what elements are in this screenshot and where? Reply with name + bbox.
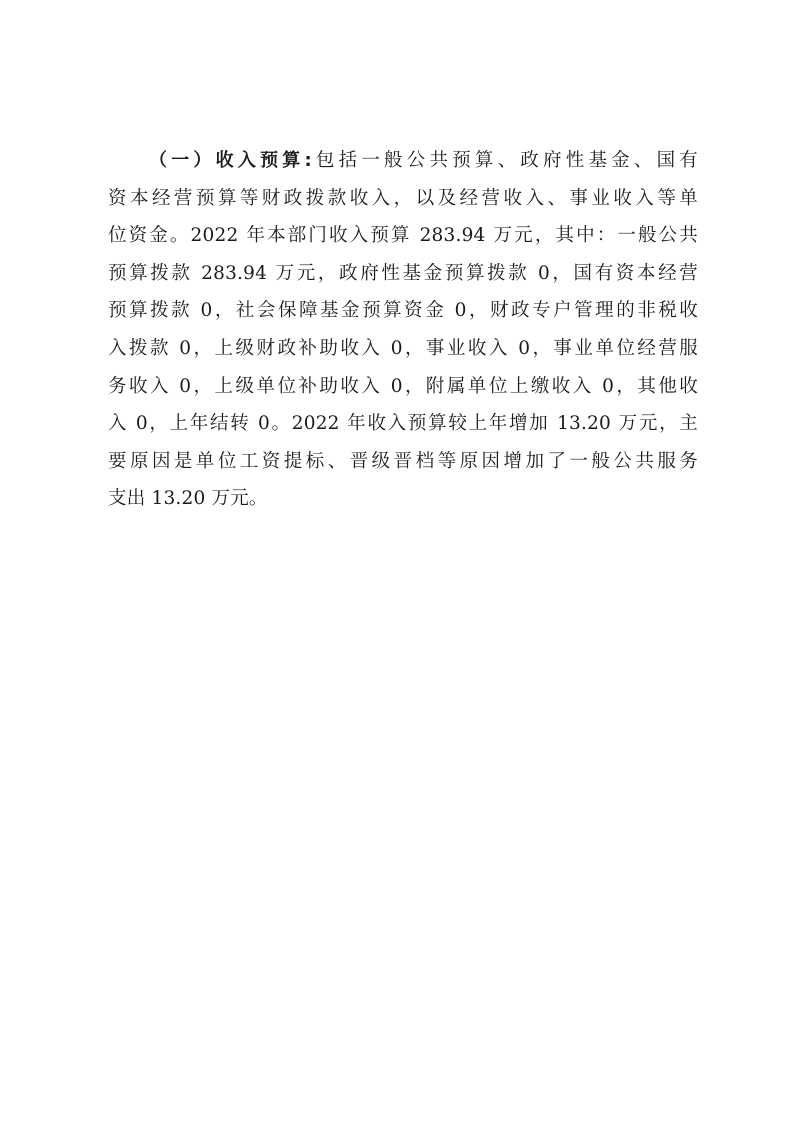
paragraph-line: 务收入 0，上级单位补助收入 0，附属单位上缴收入 0，其他收 <box>108 375 698 397</box>
income-budget-paragraph <box>108 142 698 518</box>
section-heading: （一）收入预算: <box>149 150 312 171</box>
paragraph-line-text: 包括一般公共预算、政府性基金、国有 <box>311 150 698 171</box>
paragraph-line: 支出 13.20 万元。 <box>108 488 268 510</box>
paragraph-line: 位资金。2022 年本部门收入预算 283.94 万元，其中：一般公共 <box>108 225 698 247</box>
paragraph-line: 入 0，上年结转 0。2022 年收入预算较上年增加 13.20 万元，主 <box>108 413 698 435</box>
paragraph-line: 要原因是单位工资提标、晋级晋档等原因增加了一般公共服务 <box>108 450 698 472</box>
paragraph-line: 入拨款 0，上级财政补助收入 0，事业收入 0，事业单位经营服 <box>108 337 698 359</box>
paragraph-line: 预算拨款 283.94 万元，政府性基金预算拨款 0，国有资本经营 <box>108 262 698 284</box>
paragraph-line: 预算拨款 0，社会保障基金预算资金 0，财政专户管理的非税收 <box>108 300 698 322</box>
paragraph-line <box>108 142 698 180</box>
paragraph-line: 资本经营预算等财政拨款收入，以及经营收入、事业收入等单 <box>108 187 698 209</box>
